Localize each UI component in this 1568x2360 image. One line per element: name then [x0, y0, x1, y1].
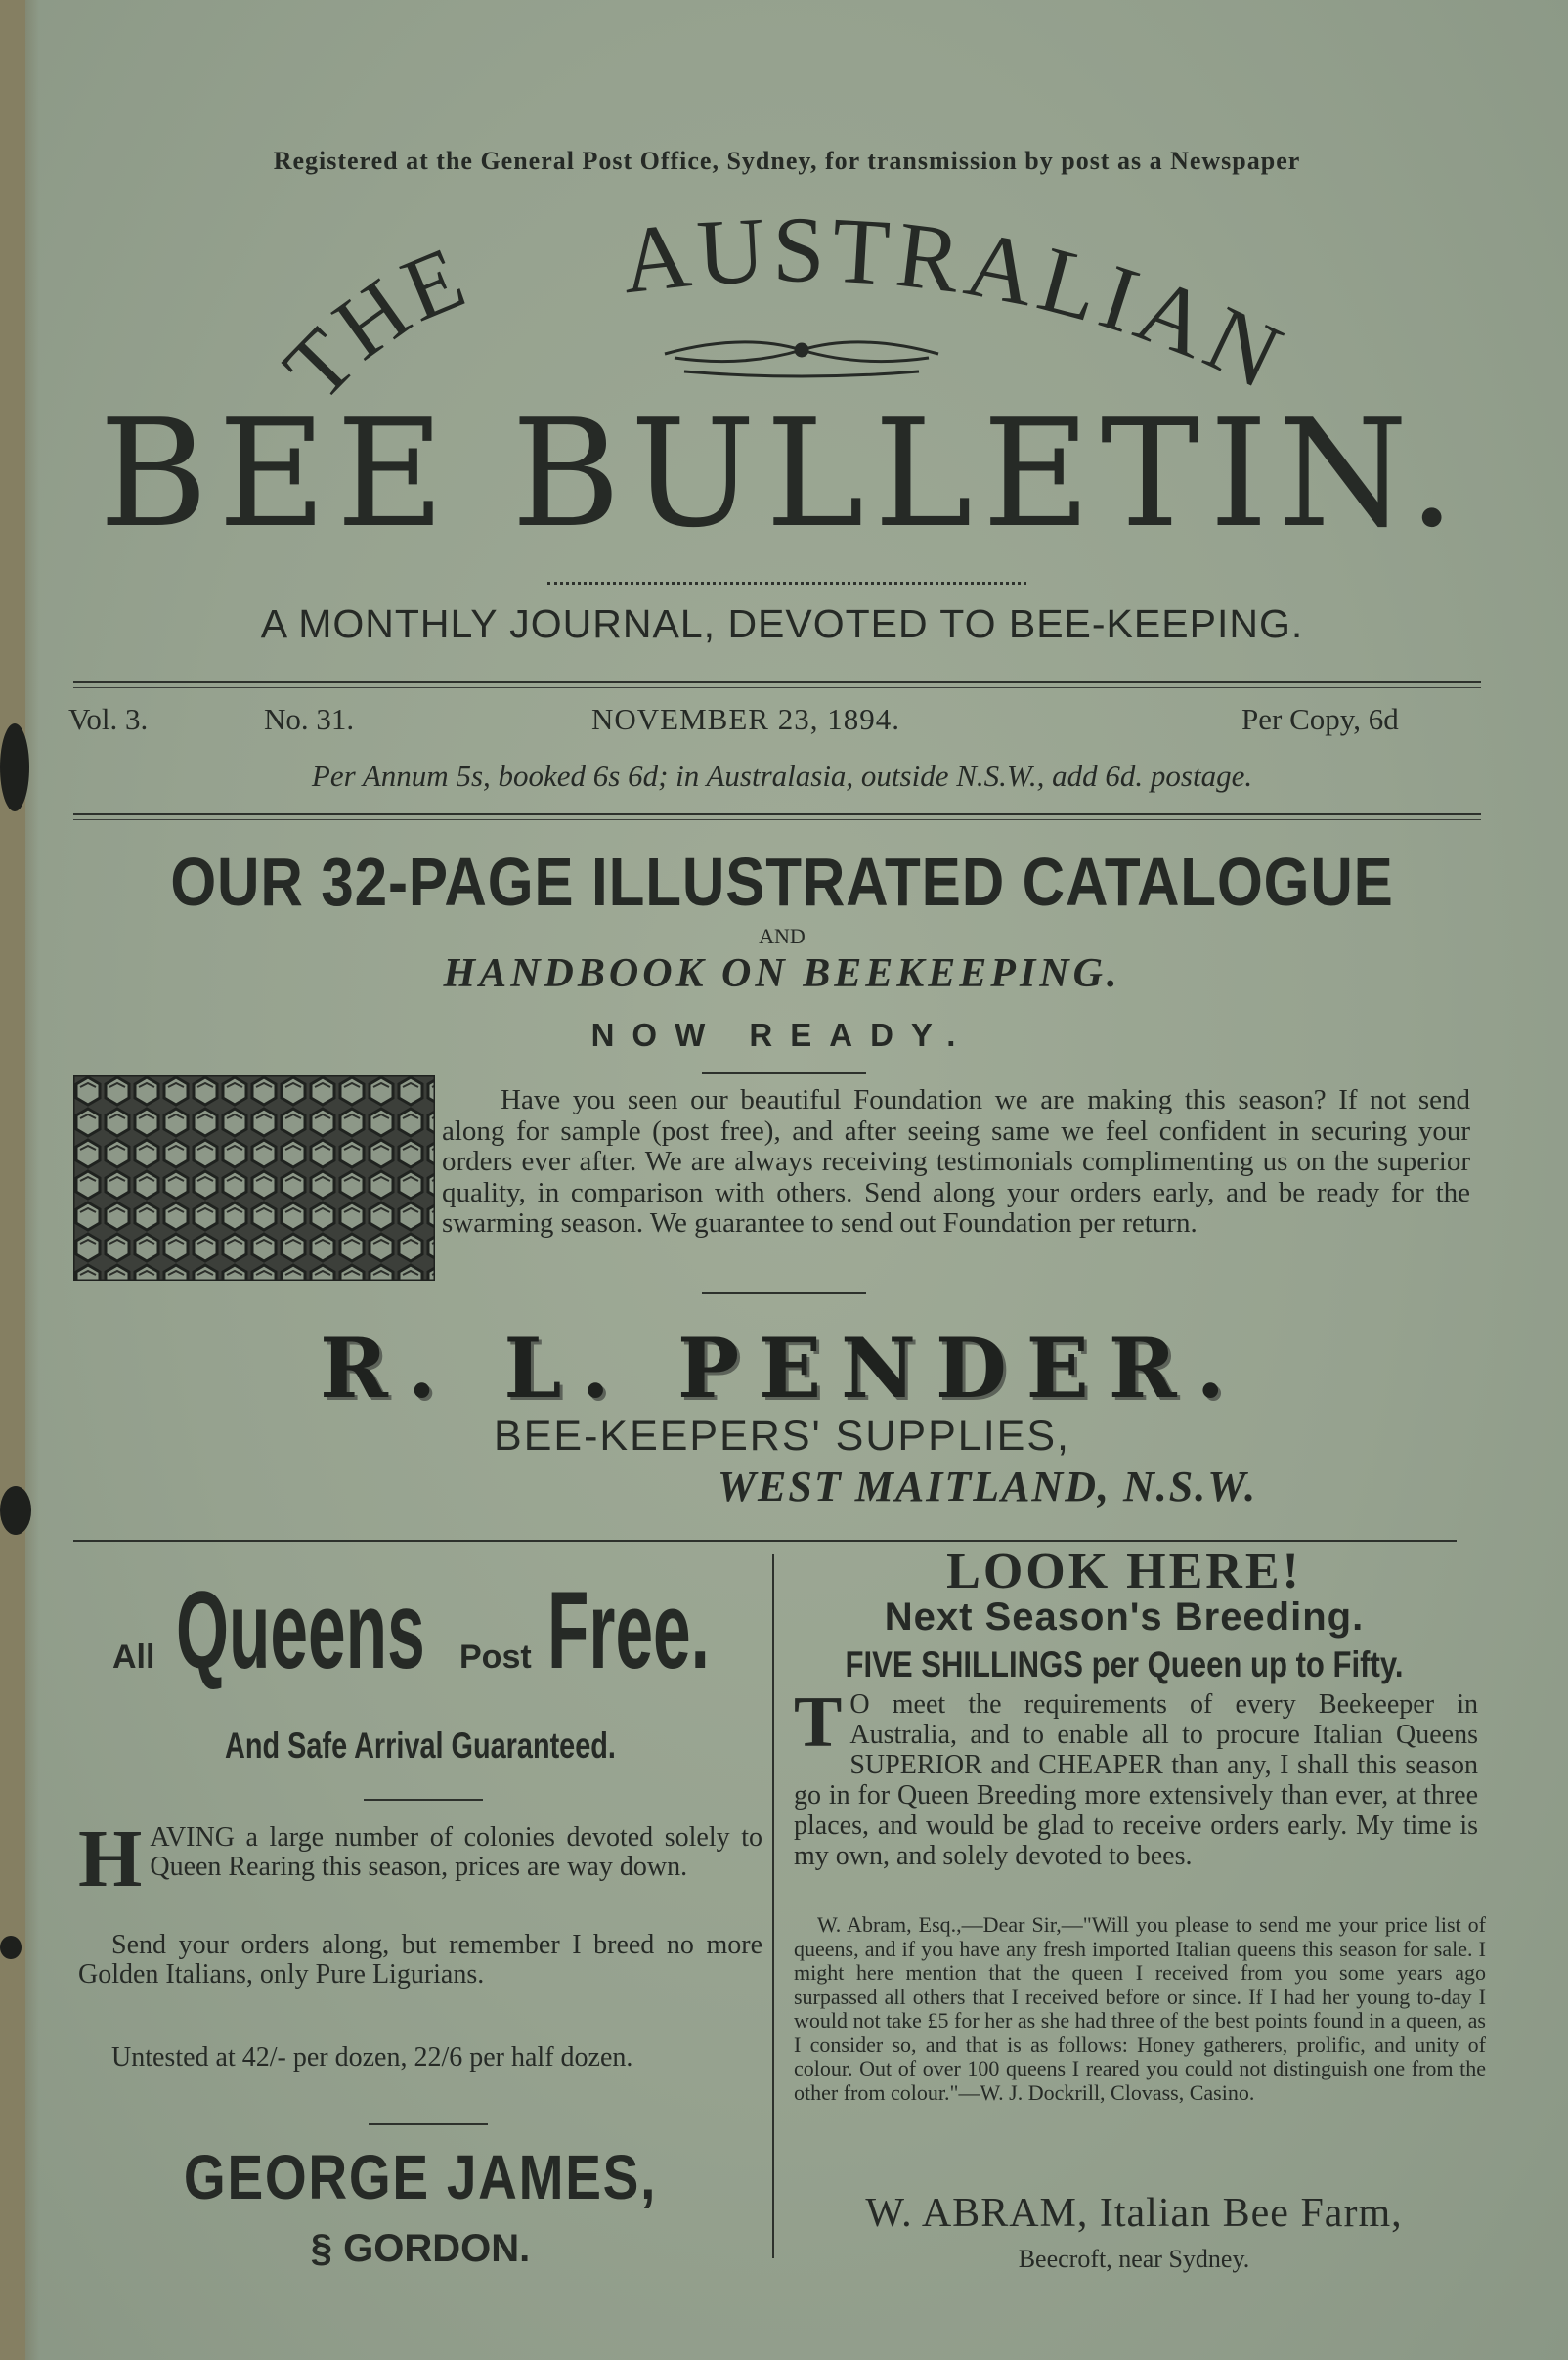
look-here: LOOK HERE!: [946, 1544, 1302, 1599]
divider: [702, 1072, 866, 1074]
queens-headline: [78, 1564, 762, 1691]
edge-damage: [0, 1486, 31, 1535]
foundation-comb-image: [73, 1075, 435, 1281]
abram-body-text: O meet the requirements of every Beekeeper in Australia, and to enable all to procure Italian Queens SUPERIOR and CHEAPER than any, I shall this season go in for Queen Breeding more extensively than ever, at three places, and would be glad to receive orders early. My time is my own, and solely devoted to bees.: [794, 1689, 1478, 1871]
george-james: GEORGE JAMES,: [183, 2142, 658, 2212]
queens-word: Queens: [176, 1569, 425, 1691]
drop-cap-t: T: [794, 1683, 843, 1763]
edge-damage: [0, 723, 29, 811]
queens-paragraph-1: [78, 1814, 762, 1904]
abram-name: W. ABRAM, Italian Bee Farm,: [865, 2191, 1403, 2236]
catalogue-and: AND: [759, 924, 806, 948]
next-season: Next Season's Breeding.: [884, 1595, 1365, 1639]
queens-paragraph-3: Untested at 42/- per dozen, 22/6 per half dozen.: [111, 2042, 633, 2073]
masthead-the: THE: [264, 225, 482, 419]
divider: [73, 681, 1481, 683]
column-divider: [772, 1554, 774, 2258]
registration-notice: Registered at the General Post Office, Sydney, for transmission by post as a Newspaper: [273, 147, 1301, 175]
flourish-ornament: [665, 342, 938, 376]
divider: [364, 1799, 483, 1801]
pender-trade: BEE-KEEPERS' SUPPLIES,: [494, 1413, 1070, 1460]
queens-guarantee: And Safe Arrival Guaranteed.: [225, 1726, 616, 1766]
ornament-divider: [547, 582, 1026, 585]
divider: [73, 687, 1481, 688]
issue-volume: Vol. 3.: [68, 702, 149, 736]
divider: [73, 1540, 1457, 1542]
issue-price: Per Copy, 6d: [1241, 702, 1399, 736]
catalogue-headline: OUR 32-PAGE ILLUSTRATED CATALOGUE: [170, 844, 1394, 920]
pender-name: R. L. PENDER.: [320, 1320, 1244, 1417]
queens-all: All: [112, 1639, 155, 1676]
edge-damage: [0, 1936, 22, 1959]
subscription-rates: Per Annum 5s, booked 6s 6d; in Australasia, outside N.S.W., add 6d. postage.: [311, 759, 1253, 793]
divider: [73, 813, 1481, 815]
divider: [369, 2123, 488, 2125]
abram-testimonial: W. Abram, Esq.,—Dear Sir,—"Will you please to send me your price list of queens, and if you have any fresh imported Italian queens this season for sale. I might here mention that the queen I received from you some years ago surpassed all others that I received before or since. If I had her young to-day I would not take £5 for her as she had three of the best points found in a queen, as I consider so, and that is as follows: Honey gatherers, prolific, and unity of colour. Out of over 100 queens I reared you could not distinguish one from the other from colour."—W. J. Dockrill, Clovass, Casino.: [794, 1912, 1486, 2105]
abram-body: [794, 1683, 1478, 1871]
pender-location: WEST MAITLAND, N.S.W.: [717, 1463, 1258, 1510]
handbook-title: HANDBOOK ON BEEKEEPING.: [443, 951, 1121, 996]
issue-date: NOVEMBER 23, 1894.: [591, 702, 900, 736]
masthead-tagline: A MONTHLY JOURNAL, DEVOTED TO BEE-KEEPING.: [260, 601, 1304, 646]
masthead-title: BEE BULLETIN.: [99, 387, 1465, 560]
queens-post: Post: [459, 1639, 532, 1676]
five-shillings: FIVE SHILLINGS per Queen up to Fifty.: [845, 1644, 1404, 1684]
now-ready: NOW READY.: [590, 1017, 974, 1053]
queens-free: Free.: [547, 1569, 710, 1691]
queens-para1-text: AVING a large number of colonies devoted solely to Queen Rearing this season, prices are way down.: [150, 1822, 762, 1882]
divider: [702, 1292, 866, 1294]
george-james-location: § GORDON.: [310, 2227, 531, 2270]
queens-paragraph-2: Send your orders along, but remember I breed no more Golden Italians, only Pure Ligurians.: [78, 1930, 762, 1989]
drop-cap-h: H: [78, 1814, 143, 1904]
divider: [73, 819, 1481, 820]
foundation-description: Have you seen our beautiful Foundation we are making this season? If not send along for sample (post free), and after seeing same we feel confident in securing your orders ever after. We are always receiving testimonials complimenting us on the superior quality, in comparison with others. Send along your orders early, and be ready for the swarming season. We guarantee to send out Foundation per return.: [442, 1084, 1470, 1239]
masthead-australian: AUSTRALIAN: [616, 197, 1302, 412]
issue-number: No. 31.: [264, 702, 355, 736]
abram-location: Beecroft, near Sydney.: [1018, 2245, 1250, 2273]
